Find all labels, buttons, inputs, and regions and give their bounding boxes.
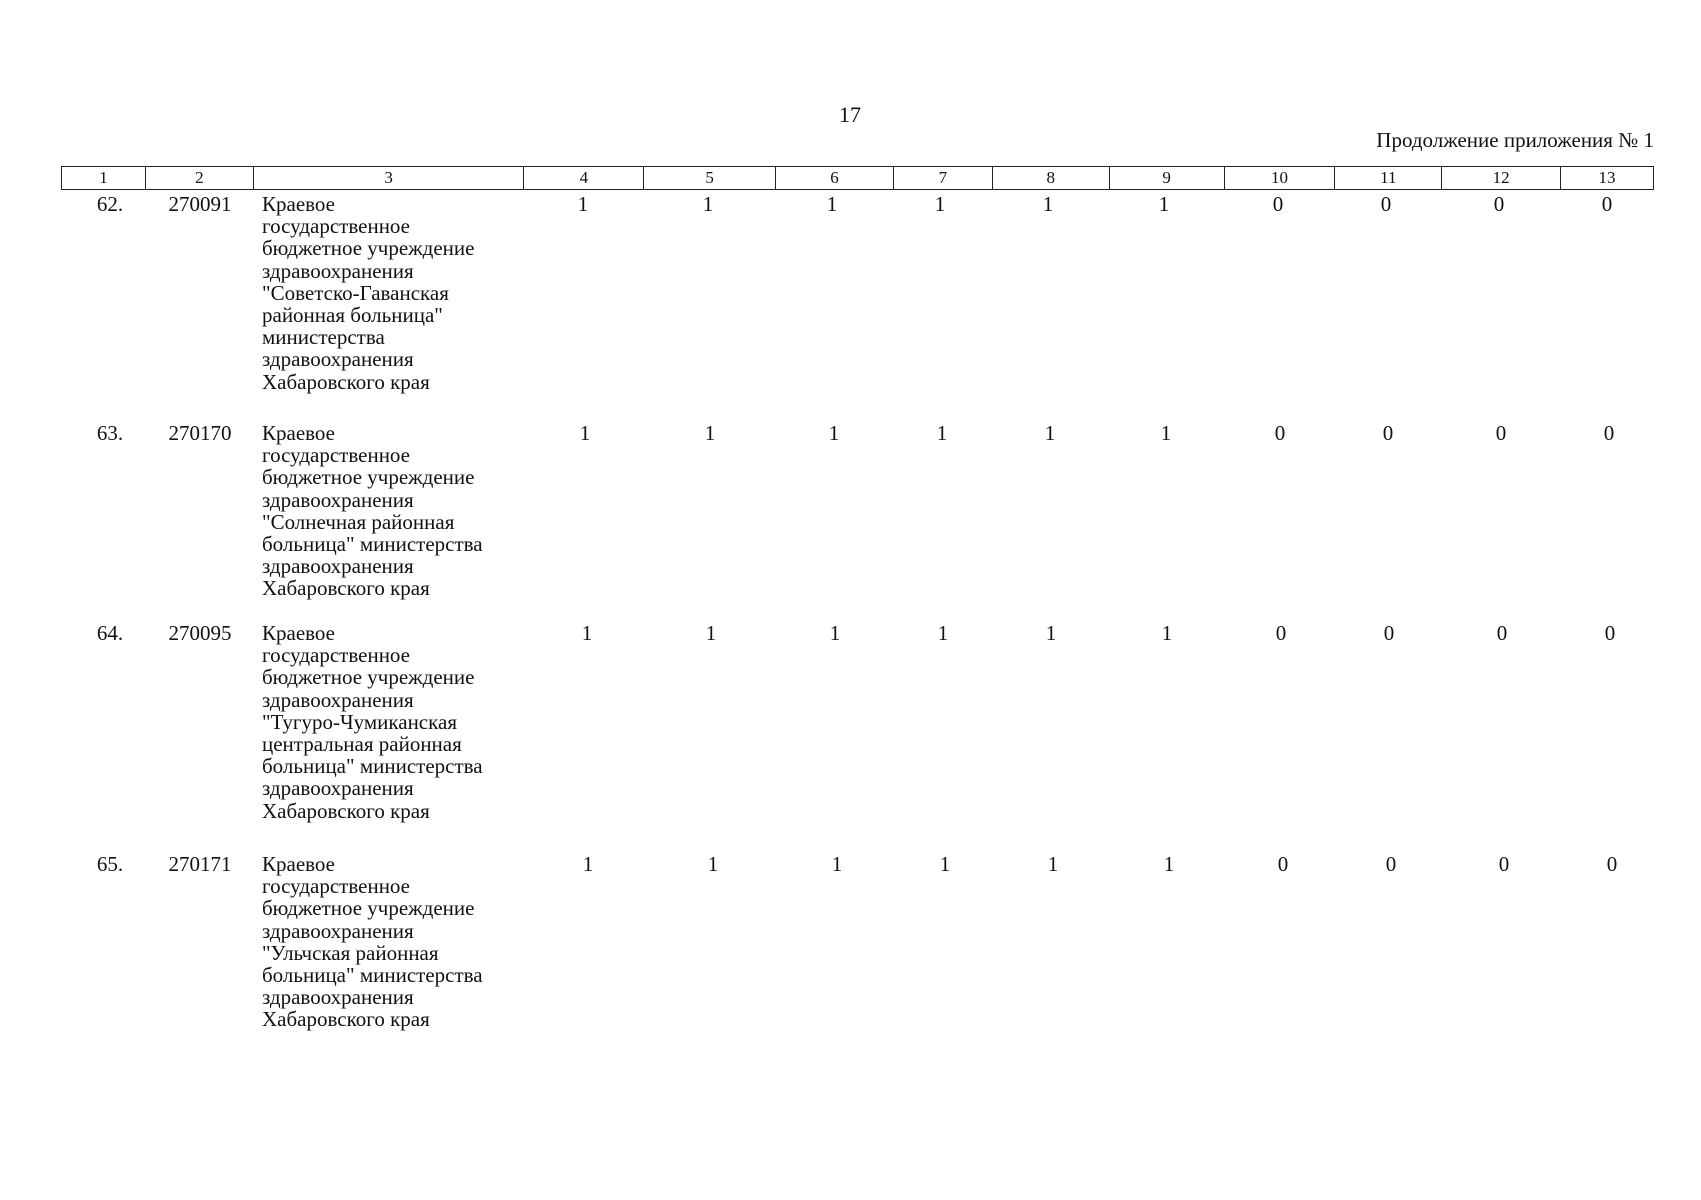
cell-col-13: 0 [1601,192,1613,216]
row-organization-name: Краевое государственное бюджетное учреждение здравоохранения "Советско-Гаванская районная больница" министерства здравоохранения Хабаровского края [262,192,475,394]
cell-col-11: 0 [1380,192,1392,216]
cell-col-13: 0 [1606,852,1618,876]
cell-col-4: 1 [582,852,594,876]
header-cell-4: 4 [523,167,643,189]
header-cell-11: 11 [1334,167,1441,189]
cell-col-11: 0 [1385,852,1397,876]
cell-col-6: 1 [831,852,843,876]
cell-col-4: 1 [577,192,589,216]
cell-col-10: 0 [1272,192,1284,216]
cell-col-12: 0 [1495,421,1507,445]
cell-col-9: 1 [1160,421,1172,445]
cell-col-7: 1 [936,421,948,445]
cell-col-9: 1 [1161,621,1173,645]
cell-col-10: 0 [1274,421,1286,445]
row-organization-name: Краевое государственное бюджетное учреждение здравоохранения "Ульчская районная больница" министерства здравоохранения Хабаровского края [262,852,483,1032]
row-code: 270091 [168,192,232,216]
table-header-row [61,166,1654,190]
cell-col-6: 1 [826,192,838,216]
row-number: 62. [96,192,124,216]
cell-col-8: 1 [1045,621,1057,645]
cell-col-5: 1 [707,852,719,876]
header-cell-13: 13 [1560,167,1653,189]
cell-col-7: 1 [934,192,946,216]
cell-col-13: 0 [1603,421,1615,445]
cell-col-4: 1 [581,621,593,645]
cell-col-7: 1 [937,621,949,645]
header-cell-1: 1 [99,168,108,187]
cell-col-8: 1 [1047,852,1059,876]
header-cell-10: 10 [1224,167,1335,189]
cell-col-13: 0 [1604,621,1616,645]
row-number: 65. [96,852,124,876]
header-cell-3: 3 [253,167,524,189]
continuation-label: Продолжение приложения № 1 [1376,128,1654,152]
cell-col-8: 1 [1044,421,1056,445]
cell-col-12: 0 [1496,621,1508,645]
cell-col-12: 0 [1493,192,1505,216]
cell-col-5: 1 [702,192,714,216]
cell-col-7: 1 [939,852,951,876]
header-cell-2: 2 [145,167,253,189]
header-cell-8: 8 [992,167,1109,189]
cell-col-6: 1 [829,621,841,645]
cell-col-11: 0 [1383,621,1395,645]
row-code: 270095 [168,621,232,645]
row-code: 270171 [168,852,232,876]
row-code: 270170 [168,421,232,445]
row-organization-name: Краевое государственное бюджетное учреждение здравоохранения "Солнечная районная больница" министерства здравоохранения Хабаровского края [262,421,483,601]
cell-col-6: 1 [828,421,840,445]
page-number: 17 [839,102,861,127]
cell-col-10: 0 [1277,852,1289,876]
cell-col-9: 1 [1158,192,1170,216]
cell-col-10: 0 [1275,621,1287,645]
row-number: 64. [96,621,124,645]
cell-col-4: 1 [579,421,591,445]
row-organization-name: Краевое государственное бюджетное учреждение здравоохранения "Тугуро-Чумиканская центральная районная больница" министерства здравоохранения Хабаровского края [262,621,483,823]
header-cell-7: 7 [893,167,992,189]
header-cell-5: 5 [643,167,775,189]
row-number: 63. [96,421,124,445]
cell-col-12: 0 [1498,852,1510,876]
cell-col-5: 1 [704,421,716,445]
cell-col-8: 1 [1042,192,1054,216]
header-cell-12: 12 [1441,167,1560,189]
cell-col-5: 1 [705,621,717,645]
header-cell-6: 6 [775,167,893,189]
header-cell-9: 9 [1109,167,1224,189]
cell-col-11: 0 [1382,421,1394,445]
cell-col-9: 1 [1163,852,1175,876]
